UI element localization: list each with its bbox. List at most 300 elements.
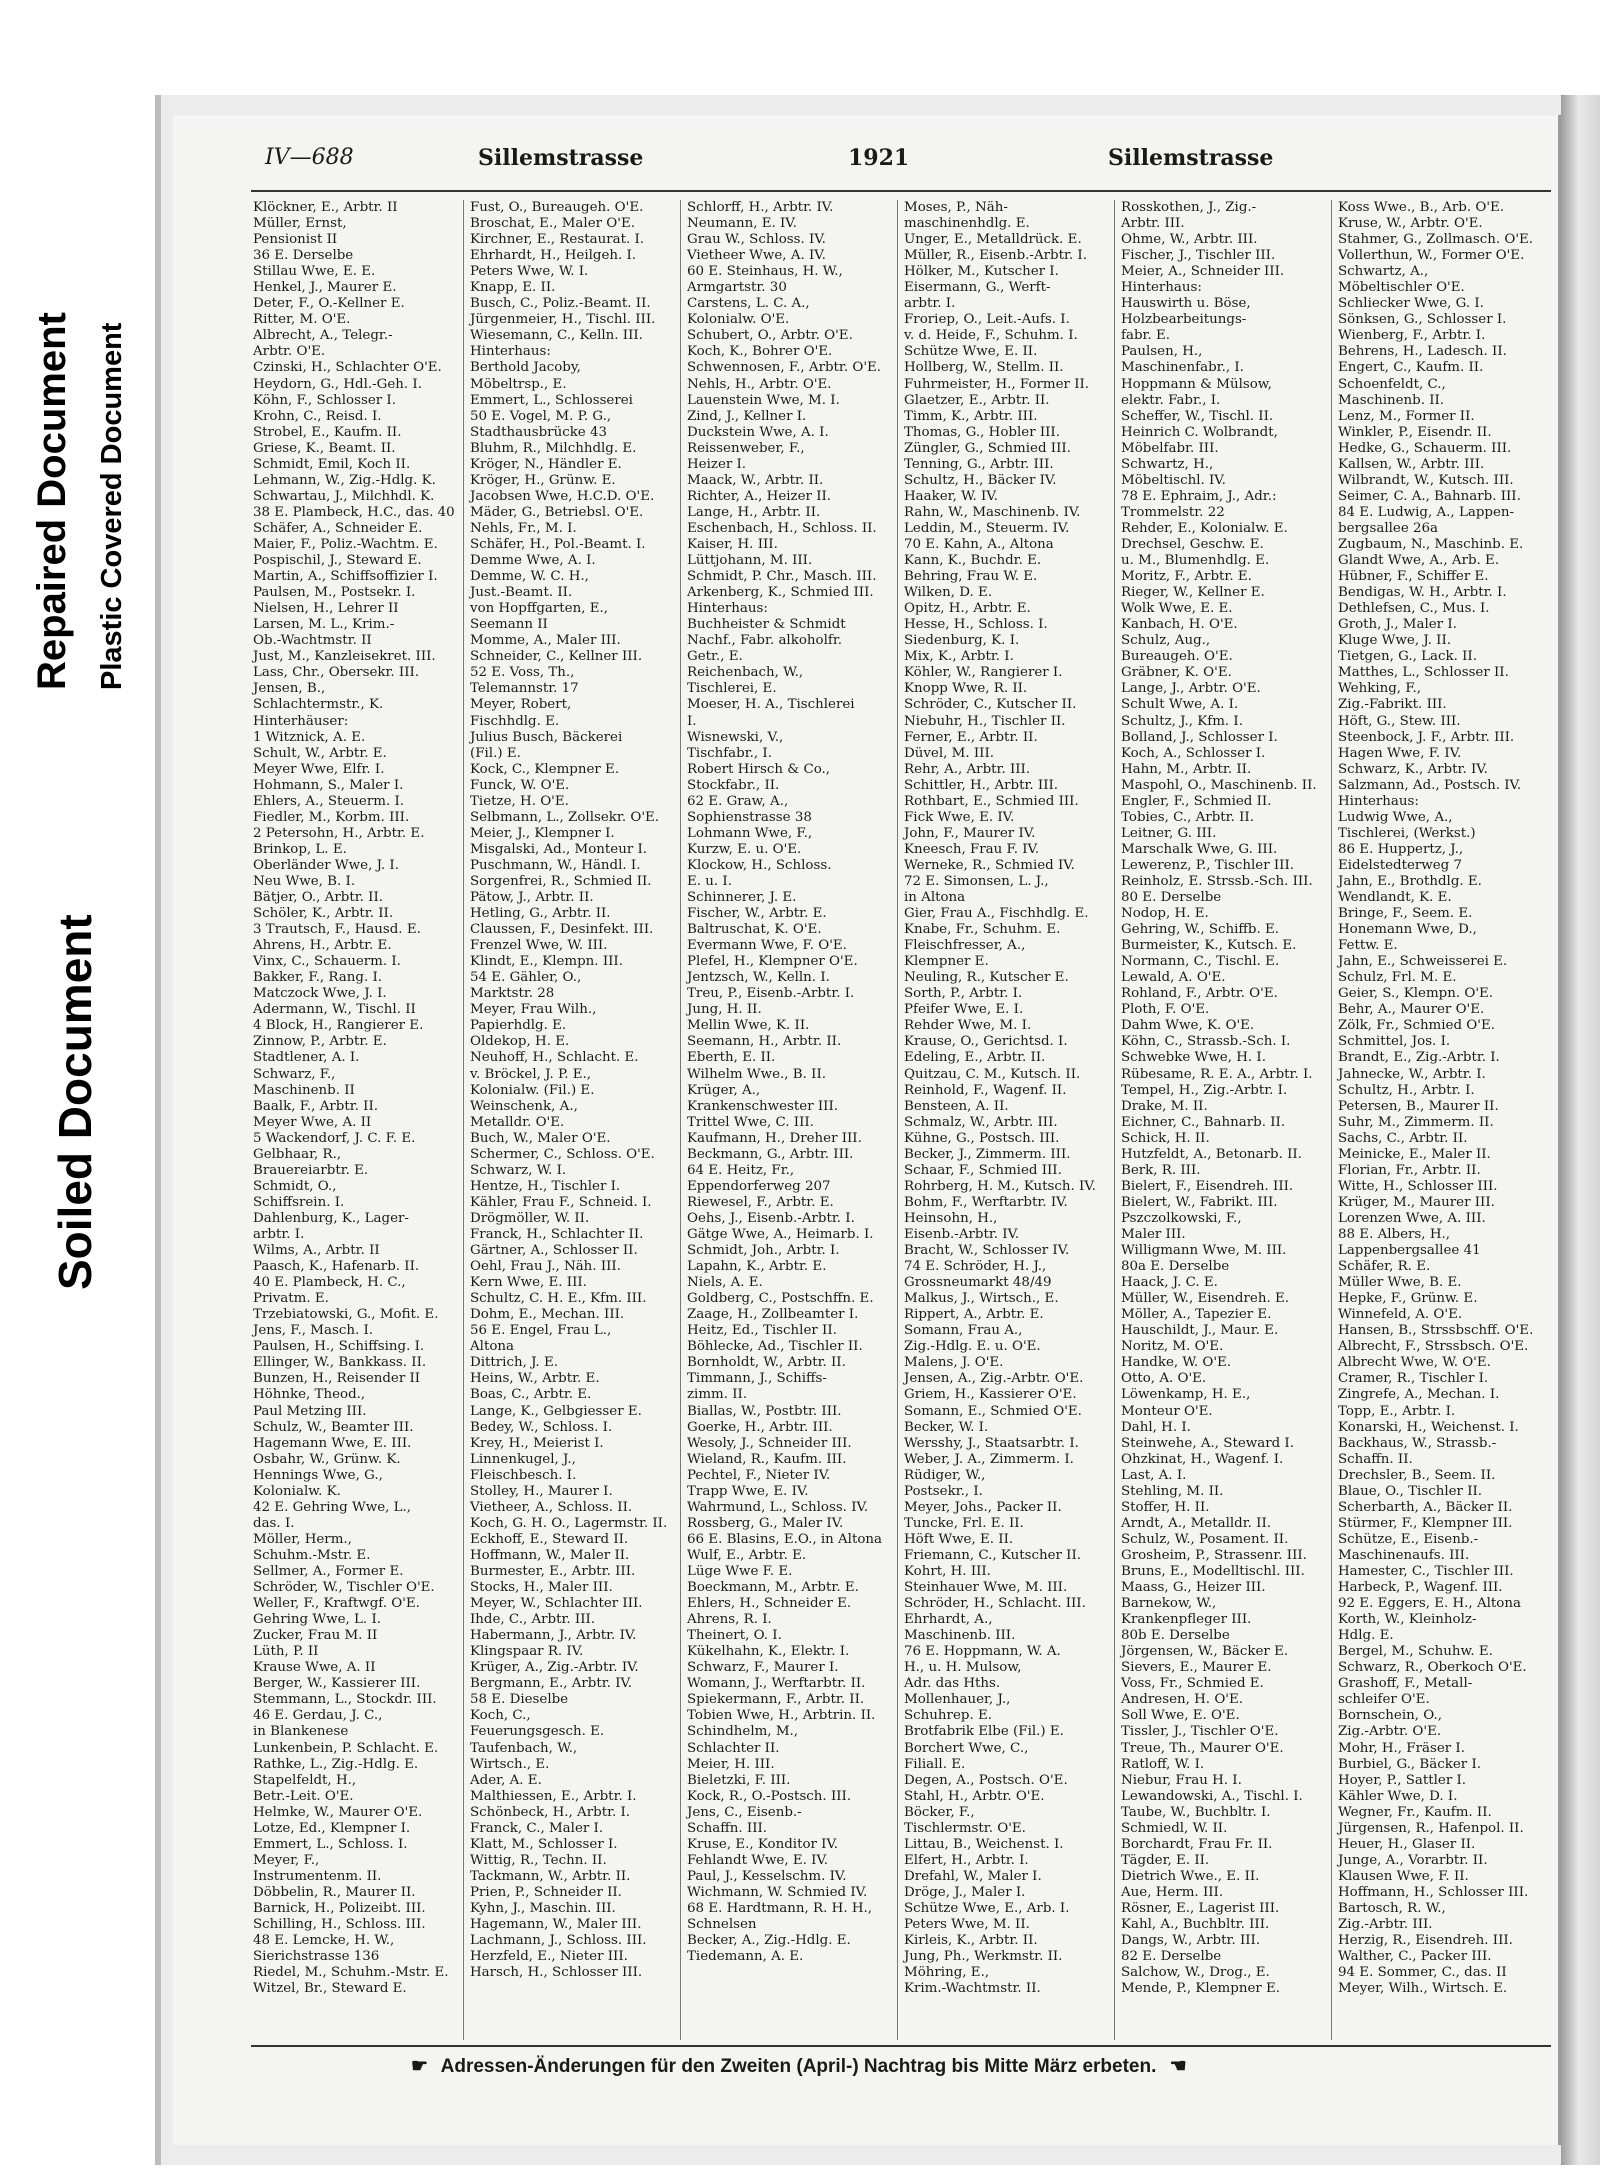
directory-entry: Höft Wwe, E. II. xyxy=(904,1531,1014,1547)
directory-entry: Kanbach, H. O'E. xyxy=(1121,617,1238,633)
directory-entry: Stockfabr., II. xyxy=(687,777,780,793)
directory-entry: Brauereiarbtr. E. xyxy=(253,1162,369,1178)
directory-entry: Eberth, E. II. xyxy=(687,1050,776,1066)
directory-entry: 3 Trautsch, F., Hausd. E. xyxy=(253,922,421,938)
directory-entry: Dahl, H. I. xyxy=(1121,1419,1191,1435)
directory-entry: Kolonialw. K. xyxy=(253,1483,341,1499)
directory-entry: Strobel, E., Kaufm. II. xyxy=(253,424,402,440)
street-heading-right: Sillemstrasse xyxy=(1108,145,1274,171)
directory-entry: Lange, J., Arbtr. O'E. xyxy=(1121,681,1261,697)
directory-entry: Schubert, O., Arbtr. O'E. xyxy=(687,328,853,344)
directory-entry: Ehrhardt, H., Heilgeh. I. xyxy=(470,248,637,264)
directory-entry: Herzig, R., Eisendreh. III. xyxy=(1338,1933,1513,1949)
directory-entry: Ehrhardt, A., xyxy=(904,1612,993,1628)
directory-entry: Jens, F., Masch. I. xyxy=(253,1323,374,1339)
directory-entry: Meier, H. III. xyxy=(687,1756,775,1772)
directory-entry: Schwartau, J., Milchhdl. K. xyxy=(253,488,435,504)
directory-entry: Grashoff, F., Metall- xyxy=(1338,1676,1473,1692)
directory-entry: Nodop, H. E. xyxy=(1121,906,1209,922)
directory-entry: Möller, A., Tapezier E. xyxy=(1121,1307,1272,1323)
directory-entry: Betr.-Leit. O'E. xyxy=(253,1788,354,1804)
directory-entry: Riedel, M., Schuhm.-Mstr. E. xyxy=(253,1965,449,1981)
directory-entry: Riewesel, F., Arbtr. E. xyxy=(687,1194,834,1210)
directory-entry: Gehring Wwe, L. I. xyxy=(253,1612,381,1628)
directory-entry: Ferner, E., Arbtr. II. xyxy=(904,729,1038,745)
directory-entry: Weller, F., Kraftwgf. O'E. xyxy=(253,1596,420,1612)
directory-entry: Schäfer, R. E. xyxy=(1338,1259,1431,1275)
directory-entry: Knopp Wwe, R. II. xyxy=(904,681,1028,697)
street-heading-left: Sillemstrasse xyxy=(478,145,644,171)
directory-entry: Boeckmann, M., Arbtr. E. xyxy=(687,1580,859,1596)
directory-entry: Klingspaar R. IV. xyxy=(470,1644,584,1660)
directory-entry: Meyer, W., Schlachter III. xyxy=(470,1596,643,1612)
directory-entry: Schuhrep. E. xyxy=(904,1708,992,1724)
directory-entry: Lüttjohann, M. III. xyxy=(687,553,813,569)
directory-entry: Plefel, H., Klempner O'E. xyxy=(687,954,858,970)
directory-entry: Jung, H. II. xyxy=(687,1002,762,1018)
directory-entry: Schick, H. II. xyxy=(1121,1130,1210,1146)
directory-entry: 64 E. Heitz, Fr., xyxy=(687,1162,795,1178)
directory-entry: 54 E. Gähler, O., xyxy=(470,970,582,986)
directory-entry: 5 Wackendorf, J. C. F. E. xyxy=(253,1130,416,1146)
directory-entry: Evermann Wwe, F. O'E. xyxy=(687,938,847,954)
directory-entry: bergsallee 26a xyxy=(1338,520,1439,536)
directory-entry: Pospischil, J., Steward E. xyxy=(253,553,422,569)
directory-entry: Klöckner, E., Arbtr. II xyxy=(253,200,398,215)
directory-entry: Walther, C., Packer III. xyxy=(1338,1949,1492,1965)
directory-entry: Rehder Wwe, M. I. xyxy=(904,1018,1032,1034)
directory-column xyxy=(685,200,898,2040)
directory-entry: Franck, C., Maler I. xyxy=(470,1820,604,1836)
directory-entry: Tischlerei, (Werkst.) xyxy=(1338,825,1476,841)
directory-entry: Tietze, H. O'E. xyxy=(470,793,569,809)
directory-entry: Bätjer, O., Arbtr. II. xyxy=(253,890,383,906)
directory-entry: Neuhoff, H., Schlacht. E. xyxy=(470,1050,639,1066)
directory-entry: Hollberg, W., Stellm. II. xyxy=(904,360,1064,376)
directory-entry: Lewandowski, A., Tischl. I. xyxy=(1121,1788,1303,1804)
directory-entry: Kluge Wwe, J. II. xyxy=(1338,633,1452,649)
directory-entry: Lunkenbein, P. Schlacht. E. xyxy=(253,1740,439,1756)
directory-entry: Knabe, Fr., Schuhm. E. xyxy=(904,922,1061,938)
directory-entry: Heitz, Ed., Tischler II. xyxy=(687,1323,837,1339)
directory-entry: Richter, A., Heizer II. xyxy=(687,488,832,504)
footer-text: Adressen-Änderungen für den Zweiten (April-) Nachtrag bis Mitte März erbeten. xyxy=(440,2056,1157,2077)
directory-entry: Drefahl, W., Maler I. xyxy=(904,1868,1042,1884)
directory-entry: Jens, C., Eisenb.- xyxy=(687,1804,802,1820)
directory-entry: Kirleis, K., Arbtr. II. xyxy=(904,1933,1038,1949)
directory-entry: Last, A. I. xyxy=(1121,1467,1187,1483)
directory-entry: Hinterhaus: xyxy=(1338,793,1419,809)
directory-entry: schleifer O'E. xyxy=(1338,1692,1430,1708)
directory-entry: Schindhelm, M., xyxy=(687,1724,799,1740)
directory-entry: Lehmann, W., Zig.-Hdlg. K. xyxy=(253,472,436,488)
directory-entry: Malthiessen, E., Arbtr. I. xyxy=(470,1788,637,1804)
directory-entry: Schaar, F., Schmied III. xyxy=(904,1162,1062,1178)
directory-entry: maschinenhdlg. E. xyxy=(904,216,1030,232)
directory-entry: Salzmann, Ad., Postsch. IV. xyxy=(1338,777,1522,793)
directory-entry: Lenz, M., Former II. xyxy=(1338,408,1475,424)
directory-entry: Kolonialw. O'E. xyxy=(687,312,790,328)
directory-entry: Seemann II xyxy=(470,617,548,633)
directory-entry: Pensionist II xyxy=(253,232,338,248)
directory-entry: Selbmann, L., Zollsekr. O'E. xyxy=(470,809,660,825)
directory-entry: 80 E. Derselbe xyxy=(1121,890,1222,906)
directory-entry: Dröge, J., Maler I. xyxy=(904,1884,1026,1900)
directory-entry: Bielert, F., Eisendreh. III. xyxy=(1121,1178,1294,1194)
directory-entry: Bensteen, A. II. xyxy=(904,1098,1009,1114)
directory-entry: Fischhdlg. E. xyxy=(470,713,560,729)
directory-entry: Weinschenk, A., xyxy=(470,1098,578,1114)
directory-entry: Krause, O., Gerichtsd. I. xyxy=(904,1034,1068,1050)
directory-entry: Schmiedl, W. II. xyxy=(1121,1820,1228,1836)
directory-entry: Dohm, E., Mechan. III. xyxy=(470,1307,625,1323)
directory-entry: 78 E. Ephraim, J., Adr.: xyxy=(1121,488,1277,504)
directory-entry: Zig.-Fabrikt. III. xyxy=(1338,697,1447,713)
directory-entry: Robert Hirsch & Co., xyxy=(687,761,831,777)
directory-entry: Koch, C., xyxy=(470,1708,531,1724)
directory-entry: H., u. H. Mulsow, xyxy=(904,1660,1022,1676)
directory-entry: Bolland, J., Schlosser I. xyxy=(1121,729,1278,745)
directory-entry: Hinterhäuser: xyxy=(253,713,349,729)
directory-entry: Kneesch, Frau F. IV. xyxy=(904,841,1040,857)
directory-entry: Stahmer, G., Zollmasch. O'E. xyxy=(1338,232,1534,248)
directory-entry: Rübesame, R. E. A., Arbtr. I. xyxy=(1121,1066,1313,1082)
directory-entry: Schulz, W., Posament. II. xyxy=(1121,1531,1289,1547)
directory-entry: Froriep, O., Leit.-Aufs. I. xyxy=(904,312,1070,328)
directory-entry: elektr. Fabr., I. xyxy=(1121,392,1221,408)
directory-entry: Schütze Wwe, E. II. xyxy=(904,344,1038,360)
directory-entry: Arndt, A., Metalldr. II. xyxy=(1121,1515,1272,1531)
directory-entry: Lachmann, J., Schloss. III. xyxy=(470,1933,647,1949)
directory-entry: Marktstr. 28 xyxy=(470,986,555,1002)
directory-entry: Wolk Wwe, E. E. xyxy=(1121,601,1233,617)
directory-entry: Paul, J., Kesselschm. IV. xyxy=(687,1868,847,1884)
directory-entry: Brinkop, L. E. xyxy=(253,841,347,857)
directory-entry: Bergel, M., Schuhw. E. xyxy=(1338,1644,1493,1660)
directory-entry: Borchert Wwe, C., xyxy=(904,1740,1029,1756)
directory-entry: Köhler, W., Rangierer I. xyxy=(904,665,1063,681)
directory-entry: Gärtner, A., Schlosser II. xyxy=(470,1243,638,1259)
directory-entry: Meyer, Frau Wilh., xyxy=(470,1002,597,1018)
directory-entry: Schwarz, R., Oberkoch O'E. xyxy=(1338,1660,1527,1676)
directory-entry: Meier, J., Klempner I. xyxy=(470,825,615,841)
directory-entry: Metalldr. O'E. xyxy=(470,1114,565,1130)
directory-entry: Bornholdt, W., Arbtr. II. xyxy=(687,1355,846,1371)
directory-entry: Schwartz, A., xyxy=(1338,264,1429,280)
directory-entry: Paulsen, H., Schiffsing. I. xyxy=(253,1339,425,1355)
directory-entry: Schinnerer, J. E. xyxy=(687,890,797,906)
directory-entry: Papierhdlg. E. xyxy=(470,1018,567,1034)
directory-entry: Haaker, W. IV. xyxy=(904,488,998,504)
directory-entry: Jentzsch, W., Kelln. I. xyxy=(687,970,830,986)
directory-entry: Schultz, H., Arbtr. I. xyxy=(1338,1082,1475,1098)
directory-entry: Hagemann, W., Maler III. xyxy=(470,1917,642,1933)
directory-entry: Wienberg, F., Arbtr. I. xyxy=(1338,328,1486,344)
directory-entry: Köhn, F., Schlosser I. xyxy=(253,392,396,408)
directory-entry: I. xyxy=(687,713,697,729)
directory-entry: Wesoly, J., Schneider III. xyxy=(687,1435,852,1451)
directory-entry: Lange, H., Arbtr. II. xyxy=(687,504,821,520)
directory-entry: Matczock Wwe, J. I. xyxy=(253,986,387,1002)
directory-entry: Nielsen, H., Lehrer II xyxy=(253,601,399,617)
directory-column xyxy=(468,200,681,2040)
directory-entry: Eppendorferweg 207 xyxy=(687,1178,831,1194)
directory-entry: Vietheer Wwe, A. IV. xyxy=(687,248,826,264)
directory-entry: Kaufmann, H., Dreher III. xyxy=(687,1130,862,1146)
directory-entry: Voss, Fr., Schmied E. xyxy=(1121,1676,1264,1692)
directory-entry: Fick Wwe, E. IV. xyxy=(904,809,1015,825)
directory-entry: Eschenbach, H., Schloss. II. xyxy=(687,520,877,536)
directory-column xyxy=(251,200,464,2040)
directory-entry: Schmidt, P. Chr., Masch. III. xyxy=(687,569,877,585)
directory-entry: Zind, J., Kellner I. xyxy=(687,408,807,424)
directory-entry: Maack, W., Arbtr. II. xyxy=(687,472,824,488)
directory-entry: Becker, W. I. xyxy=(904,1419,989,1435)
directory-entry: Kruse, W., Arbtr. O'E. xyxy=(1338,216,1483,232)
directory-entry: Meyer Wwe, A. II xyxy=(253,1114,372,1130)
directory-entry: Wegner, Fr., Kaufm. II. xyxy=(1338,1804,1492,1820)
directory-entry: 72 E. Simonsen, L. J., xyxy=(904,873,1049,889)
directory-entry: Heydorn, G., Hdl.-Geh. I. xyxy=(253,376,422,392)
directory-entry: Henkel, J., Maurer E. xyxy=(253,280,397,296)
directory-entry: Gelbhaar, R., xyxy=(253,1146,342,1162)
directory-entry: Burbiel, G., Bäcker I. xyxy=(1338,1756,1481,1772)
directory-entry: Arkenberg, K., Schmied III. xyxy=(687,585,874,601)
directory-entry: Bracht, W., Schlosser IV. xyxy=(904,1243,1070,1259)
directory-entry: Kahl, A., Buchbltr. III. xyxy=(1121,1917,1270,1933)
directory-entry: Elfert, H., Arbtr. I. xyxy=(904,1852,1029,1868)
directory-entry: Rehr, A., Arbtr. III. xyxy=(904,761,1031,777)
directory-entry: Mollenhauer, J., xyxy=(904,1692,1011,1708)
directory-entry: Rossberg, G., Maler IV. xyxy=(687,1515,844,1531)
directory-entry: Becker, A., Zig.-Hdlg. E. xyxy=(687,1933,851,1949)
directory-entry: Schilling, H., Schloss. III. xyxy=(253,1917,426,1933)
directory-entry: Mende, P., Klempner E. xyxy=(1121,1981,1281,1997)
directory-entry: Kern Wwe, E. III. xyxy=(470,1275,587,1291)
directory-entry: Tischlerei, E. xyxy=(687,681,777,697)
directory-entry: Paasch, K., Hafenarb. II. xyxy=(253,1259,420,1275)
directory-entry: Misgalski, Ad., Monteur I. xyxy=(470,841,648,857)
directory-entry: Ellinger, W., Bankkass. II. xyxy=(253,1355,427,1371)
directory-entry: Hdlg. E. xyxy=(1338,1628,1394,1644)
directory-entry: Niels, A. E. xyxy=(687,1275,763,1291)
directory-entry: Carstens, L. C. A., xyxy=(687,296,810,312)
directory-entry: Ritter, M. O'E. xyxy=(253,312,351,328)
directory-entry: das. I. xyxy=(253,1515,295,1531)
directory-entry: Meyer, Johs., Packer II. xyxy=(904,1499,1062,1515)
directory-entry: Heinsohn, H., xyxy=(904,1210,998,1226)
directory-entry: Döbbelin, R., Maurer II. xyxy=(253,1884,416,1900)
directory-entry: Peters Wwe, M. II. xyxy=(904,1917,1030,1933)
directory-entry: Tenning, G., Arbtr. III. xyxy=(904,456,1054,472)
directory-entry: 48 E. Lemcke, H. W., xyxy=(253,1933,395,1949)
directory-entry: Barnekow, W., xyxy=(1121,1596,1217,1612)
directory-entry: Treue, Th., Maurer O'E. xyxy=(1121,1740,1284,1756)
directory-entry: Kolonialw. (Fil.) E. xyxy=(470,1082,595,1098)
directory-entry: Larsen, M. L., Krim.- xyxy=(253,617,395,633)
directory-entry: Tempel, H., Zig.-Arbtr. I. xyxy=(1121,1082,1288,1098)
directory-entry: Petersen, B., Maurer II. xyxy=(1338,1098,1499,1114)
directory-entry: Rohland, F., Arbtr. O'E. xyxy=(1121,986,1278,1002)
directory-entry: Knapp, E. II. xyxy=(470,280,556,296)
directory-entry: Kükelhahn, K., Elektr. I. xyxy=(687,1644,850,1660)
directory-entry: Kähler Wwe, D. I. xyxy=(1338,1788,1458,1804)
directory-entry: Hedke, G., Schauerm. III. xyxy=(1338,440,1512,456)
directory-entry: Bergmann, E., Arbtr. IV. xyxy=(470,1676,633,1692)
directory-entry: 50 E. Vogel, M. P. G., xyxy=(470,408,612,424)
directory-entry: Becker, J., Zimmerm. III. xyxy=(904,1146,1071,1162)
directory-entry: Meinicke, E., Maler II. xyxy=(1338,1146,1491,1162)
directory-entry: Frenzel Wwe, W. III. xyxy=(470,938,608,954)
directory-entry: Schulz, Aug., xyxy=(1121,633,1211,649)
directory-entry: 80b E. Derselbe xyxy=(1121,1628,1230,1644)
directory-entry: Moritz, F., Arbtr. E. xyxy=(1121,569,1252,585)
directory-entry: Instrumentenm. II. xyxy=(253,1868,382,1884)
directory-entry: Berger, W., Kassierer III. xyxy=(253,1676,421,1692)
directory-entry: Zingrefe, A., Mechan. I. xyxy=(1338,1387,1500,1403)
directory-entry: Armgartstr. 30 xyxy=(687,280,787,296)
directory-entry: Tissler, J., Tischler O'E. xyxy=(1121,1724,1279,1740)
pointing-hand-icon: ☚ xyxy=(1169,2056,1187,2077)
directory-entry: Tobies, C., Arbtr. II. xyxy=(1121,809,1254,825)
directory-entry: 56 E. Engel, Frau L., xyxy=(470,1323,612,1339)
directory-entry: Möbeltrsp., E. xyxy=(470,376,567,392)
directory-entry: Timmann, J., Schiffs- xyxy=(687,1371,827,1387)
directory-entry: Stocks, H., Maler III. xyxy=(470,1580,613,1596)
directory-entry: 1 Witznick, A. E. xyxy=(253,729,366,745)
directory-entry: Höft, G., Stew. III. xyxy=(1338,713,1461,729)
directory-entry: Puschmann, W., Händl. I. xyxy=(470,857,641,873)
directory-entry: Koch, K., Bohrer O'E. xyxy=(687,344,833,360)
directory-entry: Bieletzki, F. III. xyxy=(687,1772,791,1788)
directory-entry: Schult, W., Arbtr. E. xyxy=(253,745,387,761)
directory-entry: Trittel Wwe, C. III. xyxy=(687,1114,814,1130)
directory-entry: 4 Block, H., Rangierer E. xyxy=(253,1018,424,1034)
directory-entry: Momme, A., Maler III. xyxy=(470,633,621,649)
directory-entry: Timm, K., Arbtr. III. xyxy=(904,408,1038,424)
directory-entry: Böhlecke, Ad., Tischler II. xyxy=(687,1339,863,1355)
directory-entry: Goldberg, C., Postschffn. E. xyxy=(687,1291,874,1307)
directory-entry: Bluhm, R., Milchhdlg. E. xyxy=(470,440,637,456)
directory-entry: Bureaugeh. O'E. xyxy=(1121,649,1233,665)
directory-entry: Sönksen, G., Schlosser I. xyxy=(1338,312,1507,328)
directory-entry: Busch, C., Poliz.-Beamt. II. xyxy=(470,296,651,312)
directory-entry: Demme, W. C. H., xyxy=(470,569,589,585)
directory-entry: Heinrich C. Wolbrandt, xyxy=(1121,424,1278,440)
directory-entry: Schliecker Wwe, G. I. xyxy=(1338,296,1484,312)
directory-entry: Wehking, F., xyxy=(1338,681,1422,697)
directory-entry: Fust, O., Bureaugeh. O'E. xyxy=(470,200,644,215)
directory-entry: Müller, Ernst, xyxy=(253,216,347,232)
directory-entry: 42 E. Gehring Wwe, L., xyxy=(253,1499,412,1515)
directory-entry: Wisnewski, V., xyxy=(687,729,784,745)
directory-entry: Leddin, M., Steuerm. IV. xyxy=(904,520,1070,536)
directory-entry: Hutzfeldt, A., Betonarb. II. xyxy=(1121,1146,1302,1162)
directory-entry: Hauswirth u. Böse, xyxy=(1121,296,1251,312)
directory-entry: Maler III. xyxy=(1121,1227,1186,1242)
directory-entry: Habermann, J., Arbtr. IV. xyxy=(470,1628,637,1644)
directory-entry: Oehs, J., Eisenb.-Arbtr. I. xyxy=(687,1210,855,1226)
directory-entry: Salchow, W., Drog., E. xyxy=(1121,1965,1270,1981)
directory-entry: Rüdiger, W., xyxy=(904,1467,986,1483)
directory-entry: Rosskothen, J., Zig.- xyxy=(1121,200,1257,215)
directory-entry: Ob.-Wachtmstr. II xyxy=(253,633,372,649)
directory-entry: Emmert, L., Schloss. I. xyxy=(253,1836,408,1852)
directory-entry: Heins, W., Arbtr. E. xyxy=(470,1371,600,1387)
directory-entry: Vollerthun, W., Former O'E. xyxy=(1338,248,1525,264)
directory-entry: Maschinenb. II. xyxy=(1338,392,1445,408)
directory-entry: Herzfeld, E., Nieter III. xyxy=(470,1949,628,1965)
directory-entry: Krohn, C., Reisd. I. xyxy=(253,408,382,424)
directory-entry: Demme Wwe, A. I. xyxy=(470,553,596,569)
directory-entry: Jörgensen, W., Bäcker E. xyxy=(1121,1644,1289,1660)
directory-entry: Behr, A., Maurer O'E. xyxy=(1338,1002,1485,1018)
directory-entry: Ahrens, H., Arbtr. E. xyxy=(253,938,392,954)
directory-entry: Maass, G., Heizer III. xyxy=(1121,1580,1266,1596)
directory-entry: Zaage, H., Zollbeamter I. xyxy=(687,1307,859,1323)
directory-entry: Duckstein Wwe, A. I. xyxy=(687,424,829,440)
directory-entry: v. Bröckel, J. P. E., xyxy=(470,1066,592,1082)
directory-entry: Malens, J. O'E. xyxy=(904,1355,1004,1371)
directory-entry: Lüth, P. II xyxy=(253,1644,319,1660)
directory-entry: Griem, H., Kassierer O'E. xyxy=(904,1387,1077,1403)
directory-entry: Groth, J., Maler I. xyxy=(1338,617,1457,633)
directory-entry: Grossneumarkt 48/49 xyxy=(904,1275,1052,1291)
directory-entry: Kühne, G., Postsch. III. xyxy=(904,1130,1060,1146)
directory-entry: Konarski, H., Weichenst. I. xyxy=(1338,1419,1519,1435)
directory-entry: Nehls, Fr., M. I. xyxy=(470,520,577,536)
pointing-hand-icon: ☛ xyxy=(411,2056,429,2077)
directory-entry: Werneke, R., Schmied IV. xyxy=(904,857,1075,873)
directory-entry: 68 E. Hardtmann, R. H. H., xyxy=(687,1900,873,1916)
directory-entry: Schaffn. II. xyxy=(1338,1451,1413,1467)
directory-entry: Bendigas, W. H., Arbtr. I. xyxy=(1338,585,1507,601)
directory-entry: Koch, A., Schlosser I. xyxy=(1121,745,1266,761)
directory-entry: Kirchner, E., Restaurat. I. xyxy=(470,232,645,248)
directory-entry: Griese, K., Beamt. II. xyxy=(253,440,396,456)
directory-entry: Haack, J. C. E. xyxy=(1121,1275,1218,1291)
year-heading: 1921 xyxy=(848,145,910,171)
directory-entry: Meier, A., Schneider III. xyxy=(1121,264,1285,280)
directory-entry: Gehring, W., Schiffb. E. xyxy=(1121,922,1280,938)
directory-entry: Altona xyxy=(470,1339,515,1355)
directory-entry: Müller Wwe, B. E. xyxy=(1338,1275,1462,1291)
directory-entry: Brotfabrik Elbe (Fil.) E. xyxy=(904,1724,1064,1740)
directory-entry: Fettw. E. xyxy=(1338,938,1398,954)
directory-entry: Opitz, H., Arbtr. E. xyxy=(904,601,1031,617)
directory-entry: Lüge Wwe F. E. xyxy=(687,1563,793,1579)
directory-entry: Bakker, F., Rang. I. xyxy=(253,970,383,986)
directory-entry: Dahm Wwe, K. O'E. xyxy=(1121,1018,1255,1034)
directory-entry: Franck, H., Schlachter II. xyxy=(470,1227,644,1242)
book-binding-edge xyxy=(1561,95,1600,2165)
directory-entry: Linnenkugel, J., xyxy=(470,1451,576,1467)
directory-entry: Wieland, R., Kaufm. III. xyxy=(687,1451,847,1467)
directory-entry: Matthes, L., Schlosser II. xyxy=(1338,665,1509,681)
directory-entry: 60 E. Steinhaus, H. W., xyxy=(687,264,843,280)
directory-entry: Gätge Wwe, A., Heimarb. I. xyxy=(687,1227,874,1242)
directory-entry: Steinhauer Wwe, M. III. xyxy=(904,1580,1068,1596)
directory-entry: Schröder, C., Kutscher II. xyxy=(904,697,1077,713)
directory-entry: Julius Busch, Bäckerei xyxy=(470,729,623,745)
directory-entry: Arbtr. III. xyxy=(1121,216,1185,232)
directory-entry: Steinwehe, A., Steward I. xyxy=(1121,1435,1294,1451)
directory-entry: Zig.-Hdlg. E. u. O'E. xyxy=(904,1339,1041,1355)
directory-entry: Arbtr. O'E. xyxy=(253,344,326,360)
directory-entry: Kurzw, E. u. O'E. xyxy=(687,841,802,857)
directory-entry: Wersshy, J., Staatsarbtr. I. xyxy=(904,1435,1079,1451)
directory-entry: Bartosch, R. W., xyxy=(1338,1900,1446,1916)
